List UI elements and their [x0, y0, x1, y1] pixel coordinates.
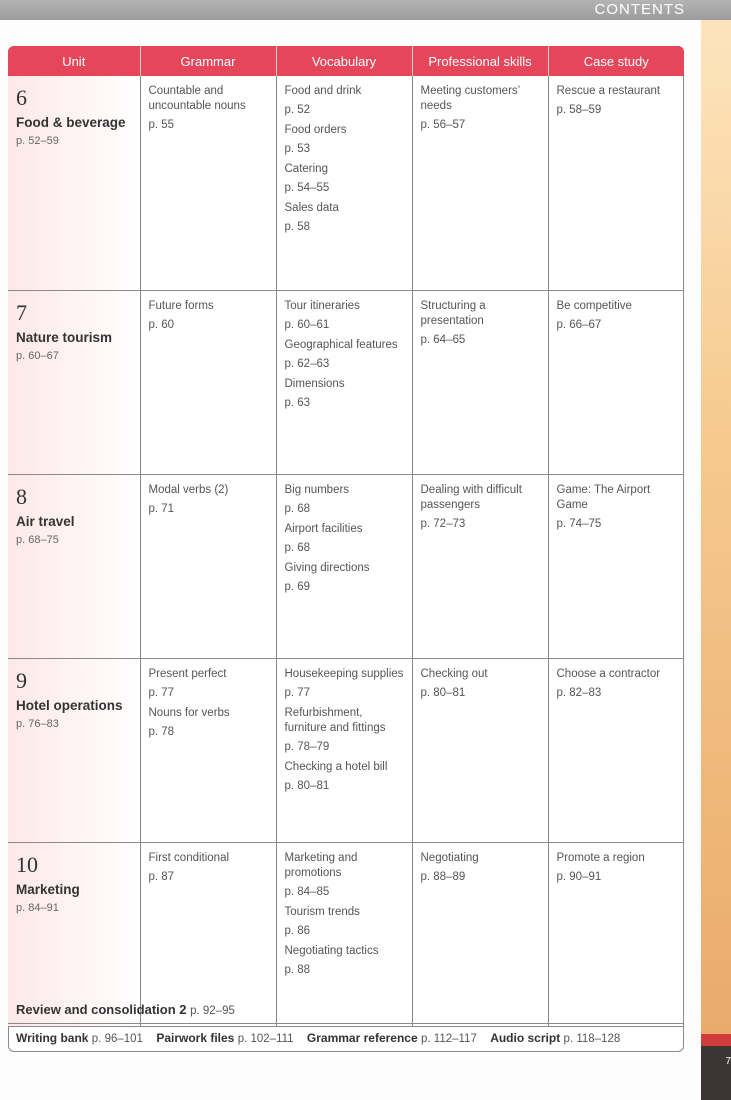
- unit-number: 10: [16, 851, 38, 877]
- grammar-topic: Modal verbs (2): [148, 483, 229, 496]
- vocabulary-page: p. 78–79: [284, 740, 330, 753]
- professional-skills-topic: Negotiating: [420, 851, 479, 864]
- professional-skills-cell: [412, 658, 548, 842]
- unit-number: 8: [16, 483, 27, 509]
- case-study-page: p. 74–75: [556, 517, 602, 530]
- side-dark-tab: [701, 1046, 731, 1100]
- vocabulary-page: p. 62–63: [284, 357, 330, 370]
- column-header-unit: Unit: [8, 46, 140, 76]
- professional-skills-page: p. 64–65: [420, 333, 466, 346]
- case-study-entry: [557, 299, 677, 333]
- case-study-page: p. 82–83: [556, 686, 602, 699]
- grammar-entry: [149, 483, 268, 517]
- case-study-topic: Promote a region: [556, 851, 645, 864]
- case-study-topic: Game: The Airport Game: [556, 483, 651, 511]
- case-study-page: p. 58–59: [556, 104, 602, 116]
- vocabulary-page: p. 69: [284, 580, 311, 593]
- unit-pages: p. 52–59: [16, 135, 59, 147]
- vocabulary-entry: [285, 851, 404, 900]
- review-row: [8, 996, 684, 1024]
- professional-skills-entry: [421, 667, 540, 701]
- contents-table: [8, 46, 684, 1027]
- unit-name: Hotel operations: [16, 697, 123, 713]
- grammar-topic: First conditional: [148, 851, 230, 864]
- column-header-case-study: Case study: [548, 46, 684, 76]
- professional-skills-entry: [421, 299, 540, 348]
- vocabulary-cell: [276, 76, 412, 290]
- vocabulary-page: p. 60–61: [284, 318, 330, 331]
- grammar-topic: Nouns for verbs: [148, 706, 230, 719]
- vocabulary-entry: [285, 201, 404, 235]
- header-bar: [0, 0, 731, 20]
- professional-skills-page: p. 88–89: [420, 870, 466, 883]
- grammar-page: p. 87: [148, 870, 175, 883]
- footer-grammar-reference-label: Grammar reference: [306, 1031, 418, 1045]
- footer-pairwork-files-label: Pairwork files: [156, 1031, 235, 1045]
- vocabulary-cell: [276, 290, 412, 474]
- unit-row: [8, 76, 684, 290]
- vocabulary-page: p. 54–55: [284, 182, 330, 194]
- grammar-entry: [149, 706, 268, 740]
- professional-skills-topic: Checking out: [420, 667, 488, 680]
- column-header-professional-skills: Professional skills: [412, 46, 548, 76]
- unit-pages: p. 76–83: [16, 717, 59, 730]
- case-study-topic: Choose a contractor: [556, 667, 661, 680]
- case-study-cell: [548, 76, 684, 290]
- unit-cell: [8, 290, 140, 474]
- vocabulary-entry: [285, 522, 404, 556]
- vocabulary-entry: [285, 338, 404, 372]
- case-study-entry: [557, 851, 677, 885]
- vocabulary-page: p. 52: [284, 104, 311, 116]
- vocabulary-entry: [285, 905, 404, 939]
- grammar-cell: [140, 474, 276, 658]
- grammar-cell: [140, 76, 276, 290]
- vocabulary-entry: [285, 561, 404, 595]
- professional-skills-page: p. 56–57: [420, 119, 466, 131]
- grammar-topic: Present perfect: [148, 667, 227, 680]
- case-study-topic: Be competitive: [556, 299, 632, 312]
- vocabulary-entry: [285, 84, 404, 118]
- vocabulary-entry: [285, 706, 404, 755]
- footer-writing-bank-label: Writing bank: [16, 1031, 89, 1045]
- vocabulary-entry: [285, 299, 404, 333]
- vocabulary-page: p. 77: [284, 686, 311, 699]
- grammar-page: p. 71: [148, 502, 175, 515]
- vocabulary-topic: Marketing and promotions: [284, 851, 358, 879]
- unit-number: 9: [16, 667, 27, 693]
- footer-row: [8, 1026, 684, 1052]
- footer-audio-script-label: Audio script: [490, 1031, 561, 1045]
- footer-writing-bank-pages: p. 96–101: [91, 1033, 143, 1045]
- vocabulary-topic: Food and drink: [284, 85, 362, 97]
- unit-pages: p. 84–91: [16, 901, 59, 914]
- vocabulary-topic: Refurbishment, furniture and fittings: [284, 706, 386, 734]
- page-number: 7: [725, 1056, 731, 1067]
- vocabulary-topic: Sales data: [284, 202, 339, 214]
- professional-skills-topic: Structuring a presentation: [420, 299, 486, 327]
- vocabulary-topic: Tourism trends: [284, 905, 360, 918]
- vocabulary-entry: [285, 667, 404, 701]
- professional-skills-cell: [412, 474, 548, 658]
- unit-row: [8, 474, 684, 658]
- grammar-page: p. 60: [148, 318, 175, 331]
- unit-name: Food & beverage: [16, 115, 126, 130]
- unit-cell: [8, 658, 140, 842]
- vocabulary-topic: Checking a hotel bill: [284, 760, 388, 773]
- grammar-page: p. 78: [148, 725, 175, 738]
- professional-skills-page: p. 72–73: [420, 517, 466, 530]
- professional-skills-topic: Dealing with difficult passengers: [420, 483, 522, 511]
- table-header-row: [8, 46, 684, 76]
- professional-skills-cell: [412, 76, 548, 290]
- professional-skills-entry: [421, 84, 540, 133]
- professional-skills-entry: [421, 483, 540, 532]
- vocabulary-entry: [285, 760, 404, 794]
- case-study-page: p. 66–67: [556, 318, 602, 331]
- vocabulary-entry: [285, 377, 404, 411]
- grammar-entry: [149, 851, 268, 885]
- case-study-entry: [557, 84, 677, 118]
- professional-skills-cell: [412, 290, 548, 474]
- vocabulary-entry: [285, 483, 404, 517]
- grammar-topic: Countable and uncountable nouns: [148, 85, 246, 112]
- unit-name: Marketing: [16, 881, 80, 897]
- column-header-grammar: Grammar: [140, 46, 276, 76]
- vocabulary-cell: [276, 658, 412, 842]
- vocabulary-topic: Dimensions: [284, 377, 345, 390]
- review-label: Review and consolidation 2: [16, 1002, 187, 1017]
- case-study-cell: [548, 658, 684, 842]
- unit-cell: [8, 76, 140, 290]
- case-study-cell: [548, 474, 684, 658]
- vocabulary-page: p. 88: [284, 963, 311, 976]
- grammar-page: p. 55: [148, 119, 175, 131]
- unit-name: Air travel: [16, 513, 75, 529]
- vocabulary-page: p. 68: [284, 541, 311, 554]
- grammar-entry: [149, 667, 268, 701]
- case-study-page: p. 90–91: [556, 870, 602, 883]
- footer-grammar-reference-pages: p. 112–117: [420, 1033, 477, 1045]
- grammar-topic: Future forms: [148, 299, 214, 312]
- vocabulary-topic: Negotiating tactics: [284, 944, 379, 957]
- vocabulary-topic: Geographical features: [284, 338, 398, 351]
- vocabulary-page: p. 58: [284, 221, 311, 233]
- grammar-cell: [140, 290, 276, 474]
- unit-number: 7: [16, 299, 27, 325]
- vocabulary-page: p. 63: [284, 396, 311, 409]
- vocabulary-cell: [276, 474, 412, 658]
- vocabulary-topic: Food orders: [284, 124, 347, 136]
- unit-pages: p. 68–75: [16, 533, 59, 546]
- footer-audio-script-pages: p. 118–128: [563, 1033, 621, 1045]
- vocabulary-page: p. 80–81: [284, 779, 330, 792]
- unit-row: [8, 290, 684, 474]
- vocabulary-topic: Catering: [284, 163, 328, 175]
- review-pages: p. 92–95: [190, 1005, 235, 1017]
- case-study-entry: [557, 483, 677, 532]
- professional-skills-entry: [421, 851, 540, 885]
- vocabulary-topic: Big numbers: [284, 483, 350, 496]
- grammar-entry: [149, 84, 268, 133]
- professional-skills-page: p. 80–81: [420, 686, 466, 699]
- unit-number: 6: [16, 85, 27, 110]
- case-study-entry: [557, 667, 677, 701]
- vocabulary-entry: [285, 162, 404, 196]
- vocabulary-topic: Tour itineraries: [284, 299, 360, 312]
- vocabulary-entry: [285, 944, 404, 978]
- side-strip: [701, 20, 731, 1080]
- vocabulary-page: p. 86: [284, 924, 311, 937]
- page-title: CONTENTS: [594, 1, 685, 18]
- vocabulary-topic: Airport facilities: [284, 522, 363, 535]
- column-header-vocabulary: Vocabulary: [276, 46, 412, 76]
- grammar-cell: [140, 658, 276, 842]
- case-study-topic: Rescue a restaurant: [556, 85, 661, 97]
- professional-skills-topic: Meeting customers’ needs: [420, 85, 520, 112]
- vocabulary-topic: Housekeeping supplies: [284, 667, 404, 680]
- unit-row: [8, 658, 684, 842]
- side-accent-bar: [701, 1034, 731, 1046]
- unit-name: Nature tourism: [16, 329, 113, 345]
- grammar-page: p. 77: [148, 686, 175, 699]
- footer-pairwork-files-pages: p. 102–111: [237, 1033, 294, 1045]
- vocabulary-entry: [285, 123, 404, 157]
- grammar-entry: [149, 299, 268, 333]
- vocabulary-page: p. 68: [284, 502, 311, 515]
- vocabulary-topic: Giving directions: [284, 561, 370, 574]
- unit-pages: p. 60–67: [16, 349, 59, 362]
- case-study-cell: [548, 290, 684, 474]
- unit-cell: [8, 474, 140, 658]
- vocabulary-page: p. 53: [284, 143, 311, 155]
- vocabulary-page: p. 84–85: [284, 885, 330, 898]
